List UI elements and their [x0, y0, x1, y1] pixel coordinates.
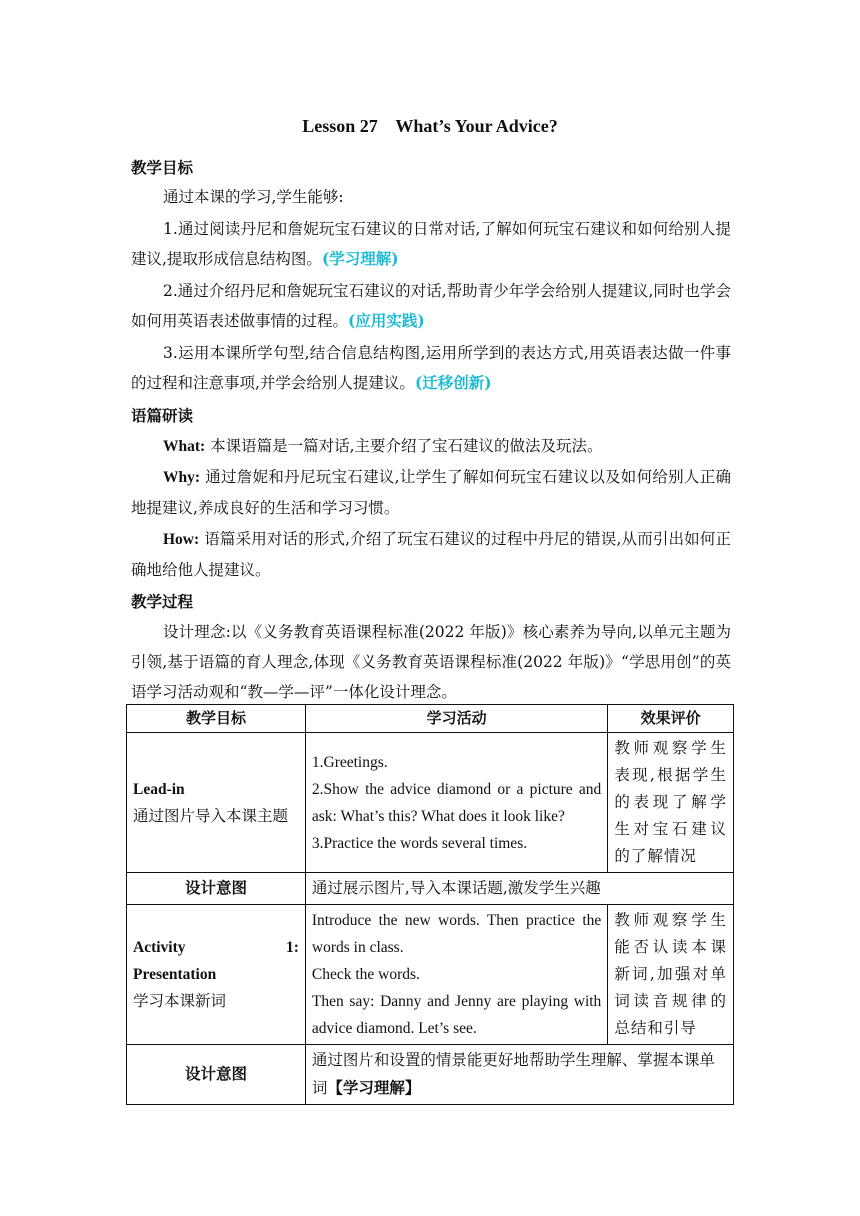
header-activity: 学习活动 — [305, 705, 607, 733]
design-concept: 设计理念:以《义务教育英语课程标准(2022 年版)》核心素养为导向,以单元主题为引领,基于语篇的育人理念,体现《义务教育英语课程标准(2022 年版)》“学思用创”的英语学习活动观和“教—学—评”一体化设计理念。 — [131, 623, 731, 701]
intent-text: 通过图片和设置的情景能更好地帮助学生理解、掌握本课单词 — [311, 1051, 715, 1097]
stage-description: 通过图片导入本课主题 — [133, 806, 289, 825]
what-paragraph — [131, 431, 731, 462]
intent-cell — [305, 1045, 733, 1105]
objective-tag: (应用实践) — [348, 311, 425, 330]
objective-item-3 — [131, 338, 731, 398]
lesson-plan-table — [126, 704, 734, 1105]
table-row — [127, 1045, 734, 1105]
intent-text: 通过展示图片,导入本课话题,激发学生兴趣 — [311, 879, 601, 897]
activity-cell — [305, 733, 607, 873]
what-label: What: — [163, 438, 206, 455]
objective-item-1 — [131, 214, 731, 274]
why-label: Why: — [163, 469, 201, 486]
activity-line: Then say: Danny and Jenny are playing with advice diamond. Let’s see. — [311, 993, 602, 1037]
activity-line: 2.Show the advice diamond or a picture and ask: What’s this? What does it look like? — [311, 780, 602, 825]
how-paragraph — [131, 524, 731, 585]
activity-cell — [305, 905, 607, 1045]
objectives-intro: 通过本课的学习,学生能够: — [163, 188, 344, 206]
header-evaluation: 效果评价 — [608, 705, 734, 733]
objectives-heading: 教学目标 — [131, 159, 194, 177]
text-study-heading: 语篇研读 — [131, 407, 194, 425]
intent-cell — [305, 873, 733, 905]
activity-line: Introduce the new words. Then practice the words in class. — [311, 912, 602, 956]
table-row — [127, 905, 734, 1045]
objective-tag: (迁移创新) — [414, 373, 492, 392]
objective-text: 3.运用本课所学句型,结合信息结构图,运用所学到的表达方式,用英语表达做一件事的过程和注意事项,并学会给别人提建议。 — [131, 344, 731, 392]
how-label: How: — [163, 531, 200, 548]
stage-name: Lead-in — [133, 780, 185, 798]
what-text: 本课语篇是一篇对话,主要介绍了宝石建议的做法及玩法。 — [205, 437, 603, 455]
how-text: 语篇采用对话的形式,介绍了玩宝石建议的过程中丹尼的错误,从而引出如何正确地给他人提建议。 — [131, 530, 731, 579]
table-row — [127, 733, 734, 873]
objective-text: 1.通过阅读丹尼和詹妮玩宝石建议的日常对话,了解如何玩宝石建议和如何给别人提建议,提取形成信息结构图。 — [131, 220, 731, 268]
activity-line: 1.Greetings. — [311, 753, 388, 771]
intent-tag: 【学习理解】 — [327, 1078, 421, 1097]
intent-label: 设计意图 — [127, 1045, 306, 1105]
process-heading: 教学过程 — [131, 593, 194, 611]
stage-name-part: 1: — [285, 939, 299, 956]
stage-name-part: Activity — [133, 939, 186, 956]
evaluation-cell: 教师观察学生能否认读本课新词,加强对单词读音规律的总结和引导 — [608, 905, 734, 1045]
activity-line: 3.Practice the words several times. — [311, 834, 528, 852]
objective-tag: (学习理解) — [321, 249, 399, 268]
objective-text: 2.通过介绍丹尼和詹妮玩宝石建议的对话,帮助青少年学会给别人提建议,同时也学会如何用英语表述做事情的过程。 — [131, 282, 731, 330]
table-row — [127, 873, 734, 905]
evaluation-cell: 教师观察学生表现,根据学生的表现了解学生对宝石建议的了解情况 — [608, 733, 734, 873]
stage-description: 学习本课新词 — [133, 992, 227, 1010]
activity-line: Check the words. — [311, 966, 420, 983]
stage-name — [133, 934, 299, 961]
stage-name-part: Presentation — [133, 966, 217, 983]
why-paragraph — [131, 462, 731, 523]
header-objective: 教学目标 — [127, 705, 306, 733]
intent-label: 设计意图 — [127, 873, 306, 905]
lesson-title: Lesson 27 What’s Your Advice? — [302, 116, 558, 136]
table-header-row — [127, 705, 734, 733]
objective-item-2 — [131, 276, 731, 336]
stage-cell — [127, 733, 306, 873]
stage-cell — [127, 905, 306, 1045]
why-text: 通过詹妮和丹尼玩宝石建议,让学生了解如何玩宝石建议以及如何给别人正确地提建议,养成良好的生活和学习习惯。 — [131, 468, 731, 517]
